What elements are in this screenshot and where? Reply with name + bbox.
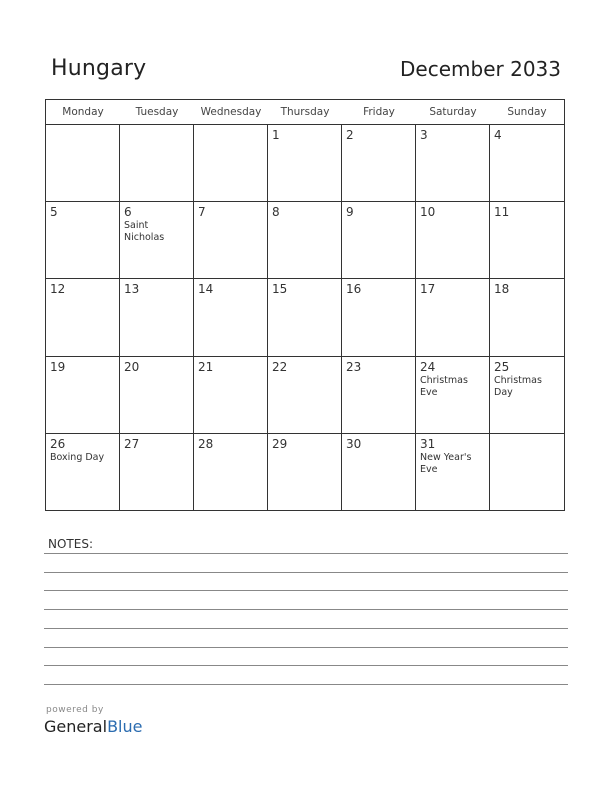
day-number: 6 bbox=[124, 205, 132, 220]
note-line bbox=[44, 553, 568, 554]
day-cell bbox=[268, 125, 342, 202]
note-line bbox=[44, 647, 568, 648]
day-number: 16 bbox=[346, 282, 362, 297]
day-cell bbox=[194, 357, 268, 434]
day-number: 19 bbox=[50, 359, 66, 374]
day-cell bbox=[120, 434, 194, 511]
day-cell bbox=[268, 357, 342, 434]
day-number: 22 bbox=[272, 359, 288, 374]
day-number: 5 bbox=[50, 205, 58, 220]
day-cell bbox=[490, 279, 564, 356]
brand-general: General bbox=[44, 717, 108, 736]
weekday-friday: Friday bbox=[363, 106, 395, 118]
month-year-title: December 2033 bbox=[400, 57, 561, 81]
day-number: 12 bbox=[50, 282, 66, 297]
day-cell bbox=[416, 357, 490, 434]
day-number: 30 bbox=[346, 436, 362, 451]
day-number: 10 bbox=[420, 205, 436, 220]
brand-blue: Blue bbox=[107, 717, 143, 736]
day-cell bbox=[120, 125, 194, 202]
note-line bbox=[44, 609, 568, 610]
day-cell bbox=[416, 202, 490, 279]
day-number: 18 bbox=[494, 282, 510, 297]
weeks-grid bbox=[46, 125, 564, 511]
day-number: 17 bbox=[420, 282, 436, 297]
day-cell bbox=[490, 357, 564, 434]
day-number: 8 bbox=[272, 205, 280, 220]
day-cell bbox=[268, 202, 342, 279]
holiday-label: Saint Nicholas bbox=[124, 220, 165, 244]
day-cell bbox=[416, 279, 490, 356]
weekday-saturday: Saturday bbox=[429, 106, 477, 118]
weekday-thursday: Thursday bbox=[280, 106, 330, 118]
weekday-tuesday: Tuesday bbox=[135, 106, 179, 118]
day-cell bbox=[120, 279, 194, 356]
note-line bbox=[44, 684, 568, 685]
day-cell bbox=[46, 125, 120, 202]
country-title: Hungary bbox=[51, 56, 147, 81]
day-cell bbox=[490, 202, 564, 279]
day-cell bbox=[342, 202, 416, 279]
day-number: 26 bbox=[50, 436, 66, 451]
generalblue-logo bbox=[44, 717, 142, 736]
weekday-header-row bbox=[46, 100, 564, 125]
day-number: 2 bbox=[346, 128, 354, 142]
day-number: 21 bbox=[198, 359, 214, 374]
day-number: 25 bbox=[494, 359, 510, 374]
day-number: 28 bbox=[198, 436, 214, 451]
day-number: 11 bbox=[494, 205, 510, 220]
weekday-wednesday: Wednesday bbox=[200, 106, 262, 118]
day-cell bbox=[342, 279, 416, 356]
holiday-label: Boxing Day bbox=[50, 451, 105, 463]
day-cell bbox=[416, 434, 490, 511]
day-cell bbox=[268, 434, 342, 511]
notes-label: NOTES: bbox=[48, 537, 93, 551]
note-line bbox=[44, 665, 568, 666]
day-number: 9 bbox=[346, 205, 354, 220]
day-number: 23 bbox=[346, 359, 362, 374]
day-cell bbox=[490, 125, 564, 202]
day-cell bbox=[120, 357, 194, 434]
day-number: 1 bbox=[272, 128, 280, 142]
day-number: 29 bbox=[272, 436, 288, 451]
day-cell bbox=[46, 202, 120, 279]
day-cell bbox=[416, 125, 490, 202]
note-line bbox=[44, 572, 568, 573]
day-cell bbox=[194, 279, 268, 356]
note-line bbox=[44, 590, 568, 591]
day-number: 27 bbox=[124, 436, 140, 451]
day-number: 15 bbox=[272, 282, 288, 297]
day-cell bbox=[268, 279, 342, 356]
day-cell bbox=[342, 434, 416, 511]
day-cell bbox=[342, 125, 416, 202]
day-cell bbox=[194, 434, 268, 511]
note-line bbox=[44, 628, 568, 629]
day-cell bbox=[46, 357, 120, 434]
day-cell bbox=[194, 125, 268, 202]
calendar-grid bbox=[45, 99, 565, 511]
holiday-label: Christmas Day bbox=[494, 374, 542, 398]
day-number: 20 bbox=[124, 359, 140, 374]
powered-by-text: powered by bbox=[46, 705, 104, 715]
holiday-label: Christmas Eve bbox=[420, 374, 468, 398]
day-cell bbox=[46, 434, 120, 511]
day-cell bbox=[194, 202, 268, 279]
day-cell bbox=[46, 279, 120, 356]
weekday-sunday: Sunday bbox=[507, 106, 547, 118]
holiday-label: New Year's Eve bbox=[420, 451, 472, 475]
day-cell bbox=[342, 357, 416, 434]
day-number: 7 bbox=[198, 205, 206, 220]
day-number: 31 bbox=[420, 436, 436, 451]
weekday-monday: Monday bbox=[62, 106, 104, 118]
day-number: 14 bbox=[198, 282, 214, 297]
day-number: 4 bbox=[494, 128, 502, 142]
day-number: 24 bbox=[420, 359, 436, 374]
day-number: 3 bbox=[420, 128, 428, 142]
day-number: 13 bbox=[124, 282, 140, 297]
day-cell bbox=[490, 434, 564, 511]
day-cell bbox=[120, 202, 194, 279]
